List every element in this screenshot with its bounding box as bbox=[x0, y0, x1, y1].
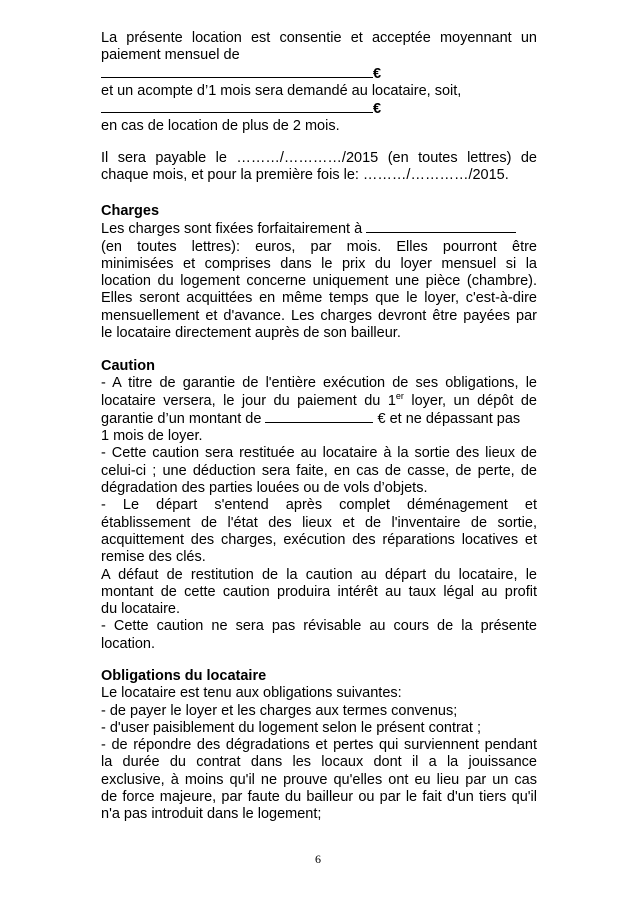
charges-heading: Charges bbox=[101, 203, 160, 219]
charges-line-5: Elles seront acquittées en même temps que le loyer, c'est-à-dire bbox=[101, 290, 537, 307]
caution-line-16: location. bbox=[101, 635, 156, 652]
charges-line-6: mensuellement et d'avance. Les charges devront être payées par bbox=[101, 307, 537, 324]
caution-line-2b: loyer, un dépôt de bbox=[403, 392, 537, 409]
euro-sign-1: € bbox=[373, 65, 382, 82]
caution-line-3b: € et ne dépassant pas bbox=[373, 410, 521, 427]
caution-line-6: celui-ci ; une déduction sera faite, en cas de casse, de perte, de bbox=[101, 462, 537, 479]
rent-amount-blank bbox=[101, 65, 373, 78]
caution-line-12: A défaut de restitution de la caution au départ du locataire, le bbox=[101, 566, 537, 583]
obligations-heading: Obligations du locataire bbox=[101, 668, 267, 684]
rent-line-1: La présente location est consentie et acceptée moyennant un bbox=[101, 30, 537, 46]
rent-line-2: paiement mensuel de bbox=[101, 47, 240, 64]
charges-line-1 bbox=[101, 220, 537, 238]
caution-line-3a: garantie d’un montant de bbox=[101, 410, 266, 427]
caution-line-1: - A titre de garantie de l'entière exécution de ses obligations, le bbox=[101, 375, 537, 392]
caution-line-5: - Cette caution sera restituée au locataire à la sortie des lieux de bbox=[101, 445, 537, 462]
euro-sign-2: € bbox=[373, 101, 382, 118]
obligations-line-3: - d'user paisiblement du logement selon le présent contrat ; bbox=[101, 719, 481, 736]
caution-line-4: 1 mois de loyer. bbox=[101, 428, 203, 445]
obligations-line-4: - de répondre des dégradations et pertes qui surviennent pendant bbox=[101, 737, 537, 754]
rent-section bbox=[101, 30, 537, 136]
caution-line-7: dégradation des parties louées ou de vols d’objets. bbox=[101, 480, 428, 497]
caution-line-9: établissement de l'état des lieux et de l'inventaire de sortie, bbox=[101, 514, 537, 531]
caution-line-10: acquittement des charges, exécution des réparations locatives et bbox=[101, 531, 537, 548]
charges-amount-blank bbox=[366, 220, 516, 233]
rent-blank-line-2 bbox=[101, 100, 537, 118]
caution-line-15: - Cette caution ne sera pas révisable au cours de la présente bbox=[101, 618, 537, 635]
caution-line-2 bbox=[101, 393, 537, 410]
caution-line-2a: locataire versera, le jour du paiement du 1 bbox=[101, 392, 396, 409]
caution-line-11: remise des clés. bbox=[101, 549, 206, 566]
caution-section bbox=[101, 358, 537, 653]
caution-superscript: er bbox=[395, 392, 404, 401]
obligations-section bbox=[101, 668, 537, 824]
charges-line-3: minimisées et comprises dans le prix du loyer mensuel si la bbox=[101, 255, 537, 272]
obligations-line-7: de force majeure, par faute du bailleur ou par le fait d'un tiers qu'il bbox=[101, 789, 537, 806]
charges-line-4: location du logement concerne uniquement une pièce (chambre). bbox=[101, 273, 537, 290]
obligations-line-2: - de payer le loyer et les charges aux termes convenus; bbox=[101, 702, 458, 719]
payment-section bbox=[101, 150, 537, 185]
caution-line-8: - Le départ s'entend après complet déménagement et bbox=[101, 497, 537, 514]
caution-line-14: du locataire. bbox=[101, 601, 180, 618]
charges-line-2: (en toutes lettres): euros, par mois. Elles pourront être bbox=[101, 238, 537, 255]
charges-line-1-text: Les charges sont fixées forfaitairement à bbox=[101, 221, 363, 238]
caution-line-13: montant de cette caution produira intérêt au taux légal au profit bbox=[101, 583, 537, 600]
rent-line-4: en cas de location de plus de 2 mois. bbox=[101, 118, 340, 135]
charges-section bbox=[101, 203, 537, 342]
page-number: 6 bbox=[315, 852, 321, 866]
charges-line-7: le locataire directement auprès de son bailleur. bbox=[101, 325, 401, 342]
deposit-amount-blank bbox=[101, 100, 373, 113]
obligations-line-5: la durée du contrat dans les locaux dont il a la jouissance bbox=[101, 754, 537, 771]
payment-line-1: Il sera payable le ………/…………/2015 (en toutes lettres) de bbox=[101, 150, 537, 166]
caution-heading: Caution bbox=[101, 358, 155, 374]
obligations-line-8: n'a pas introduit dans le logement; bbox=[101, 806, 322, 823]
rent-line-3: et un acompte d’1 mois sera demandé au locataire, soit, bbox=[101, 82, 462, 99]
caution-line-3 bbox=[101, 410, 537, 428]
rent-blank-line-1 bbox=[101, 65, 537, 83]
payment-line-2: chaque mois, et pour la première fois le: ………/…………/2015. bbox=[101, 167, 509, 184]
obligations-line-1: Le locataire est tenu aux obligations suivantes: bbox=[101, 685, 402, 702]
obligations-line-6: exclusive, à moins qu'il ne prouve qu'elles ont eu lieu par un cas bbox=[101, 771, 537, 788]
caution-amount-blank bbox=[265, 410, 373, 423]
